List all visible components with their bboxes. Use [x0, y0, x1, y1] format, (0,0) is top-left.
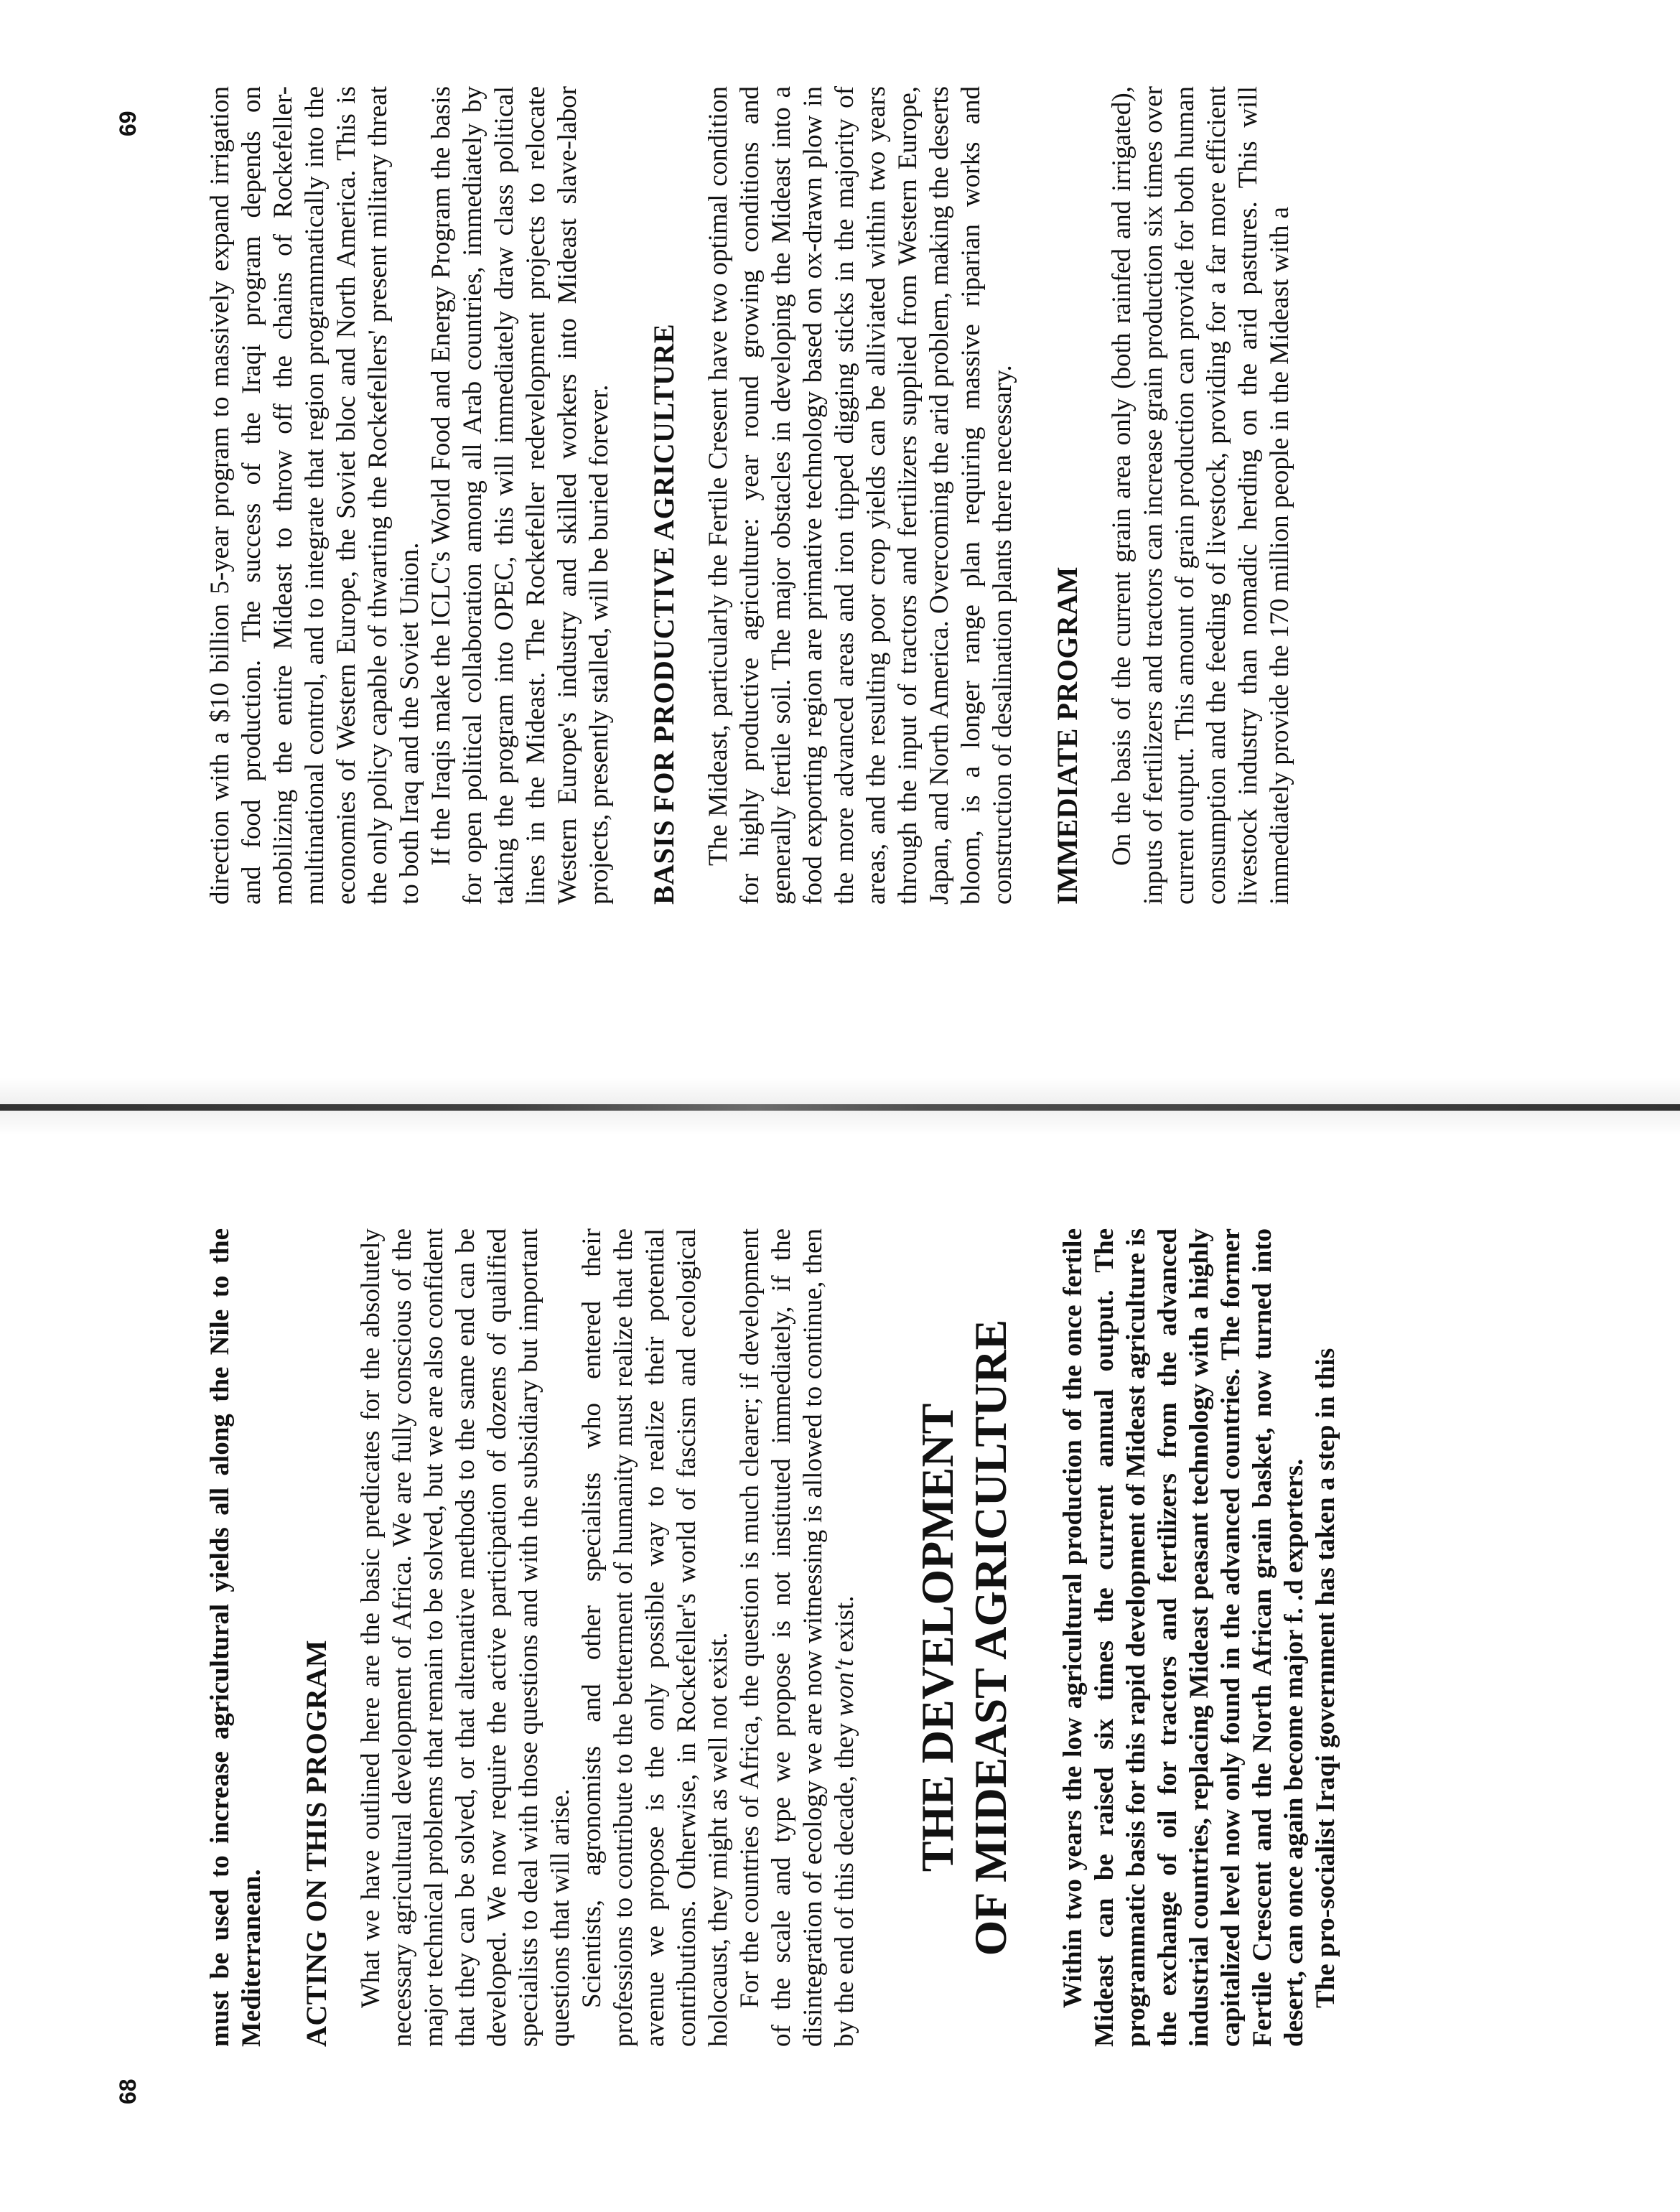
section-heading: IMMEDIATE PROGRAM [1051, 566, 1083, 905]
gutter-line [0, 1104, 1680, 1111]
chapter-title-line: OF MIDEAST AGRICULTURE [965, 1319, 1016, 1956]
paragraph: What we have outlined here are the basic predicates for the absolutely necessary agricultural development of Africa. We are fully conscious of the major technical problems that remain to be solved, but we are also confident that they can be solved, or that alternative methods to the same end can be developed. We now require the active participation of dozens of qualified specialists to deal with those questions and with the subsidiary but important questions that will arise. [356, 1228, 575, 2047]
paragraph: The Mideast, particularly the Fertile Cresent have two optimal condition for highly productive agriculture: year round growing conditions and generally fertile soil. The major obstacles in developing the Mideast into a food exporting region are primative technology based on ox-drawn plow in the more advanced areas and iron tipped digging sticks in the majority of areas, and the resulting poor crop yields can be alliviated within two years through the input of tractors and fertilizers supplied from Western Europe, Japan, and North America. Overcoming the arid problem, making the deserts bloom, is a longer range plan requiring massive riparian works and construction of desalination plants there necessary. [704, 86, 1017, 905]
lead-paragraph: Within two years the low agricultural production of the once fertile Mideast can be raised six times the current annual output. The programmatic basis for this rapid development of Mideast agriculture is the exchange of oil for tractors and fertilizers from the advanced industrial countries, replacing Mideast peasant technology with a highly capitalized level now only found in the advanced countries. The former Fertile Crescent and the North African grain basket, now turned into desert, can once again become major f. .d exporters. [1058, 1228, 1309, 2047]
left-page [0, 1142, 1680, 2212]
paragraph: If the Iraqis make the ICLC's World Food and Energy Program the basis for open political collaboration among all Arab countries, immediately by taking the program into OPEC, this will immediately draw class political lines in the Mideast. The Rockefeller redevelopment projects to relocate Western Europe's industry and skilled workers into Mideast slave-labor projects, presently stalled, will be buried forever. [426, 86, 614, 905]
book-gutter [0, 1077, 1680, 1135]
right-page [0, 0, 1680, 1070]
page-number: 68 [115, 2078, 141, 2104]
emphasis-text: won't [830, 1658, 859, 1717]
lead-paragraph: The pro-socialist Iraqi government has taken a step in this [1311, 1348, 1340, 2008]
section-heading: BASIS FOR PRODUCTIVE AGRICULTURE [648, 323, 680, 905]
text-column [205, 86, 1296, 905]
paragraph [734, 1228, 861, 2047]
paragraph-text: exist. [830, 1595, 859, 1659]
continuation-text: must be used to increase agricultural yields all along the Nile to the Mediterranean. [205, 1228, 266, 2047]
text-column [205, 1228, 1342, 2047]
chapter-title [911, 1228, 1017, 2047]
page-number: 69 [115, 111, 141, 136]
paragraph-text: For the countries of Africa, the question is much clearer; if development of the scale and type we propose is not instituted immediately, if the disintegration of ecology we are now witnessing is allowed to continue, then by the end of this decade, they [735, 1228, 859, 2047]
paragraph: Scientists, agronomists and other specialists who entered their professions to contribute to the betterment of humanity must realize that the avenue we propose is the only possible way to realize their potential contributions. Otherwise, in Rockefeller's world of fascism and ecological holocaust, they might as well not exist. [577, 1228, 733, 2047]
chapter-title-line: THE DEVELOPMENT [912, 1403, 963, 1872]
section-heading: ACTING ON THIS PROGRAM [300, 1640, 332, 2047]
paragraph: direction with a $10 billion 5-year program to massively expand irrigation and food production. The success of the Iraqi program depends on mobilizing the entire Mideast to throw off the chains of Rockefeller-multinational control, and to integrate that region programmatically into the economies of Western Europe, the Soviet bloc and North America. This is the only policy capable of thwarting the Rockefellers' present military threat to both Iraq and the Soviet Union. [205, 86, 424, 905]
paragraph: On the basis of the current grain area only (both rainfed and irrigated), inputs of fertilizers and tractors can increase grain production six times over current output. This amount of grain production can provide for both human consumption and the feeding of livestock, providing for a far more efficient livestock industry than nomadic herding on the arid pastures. This will immediately provide the 170 million people in the Mideast with a [1107, 86, 1294, 905]
